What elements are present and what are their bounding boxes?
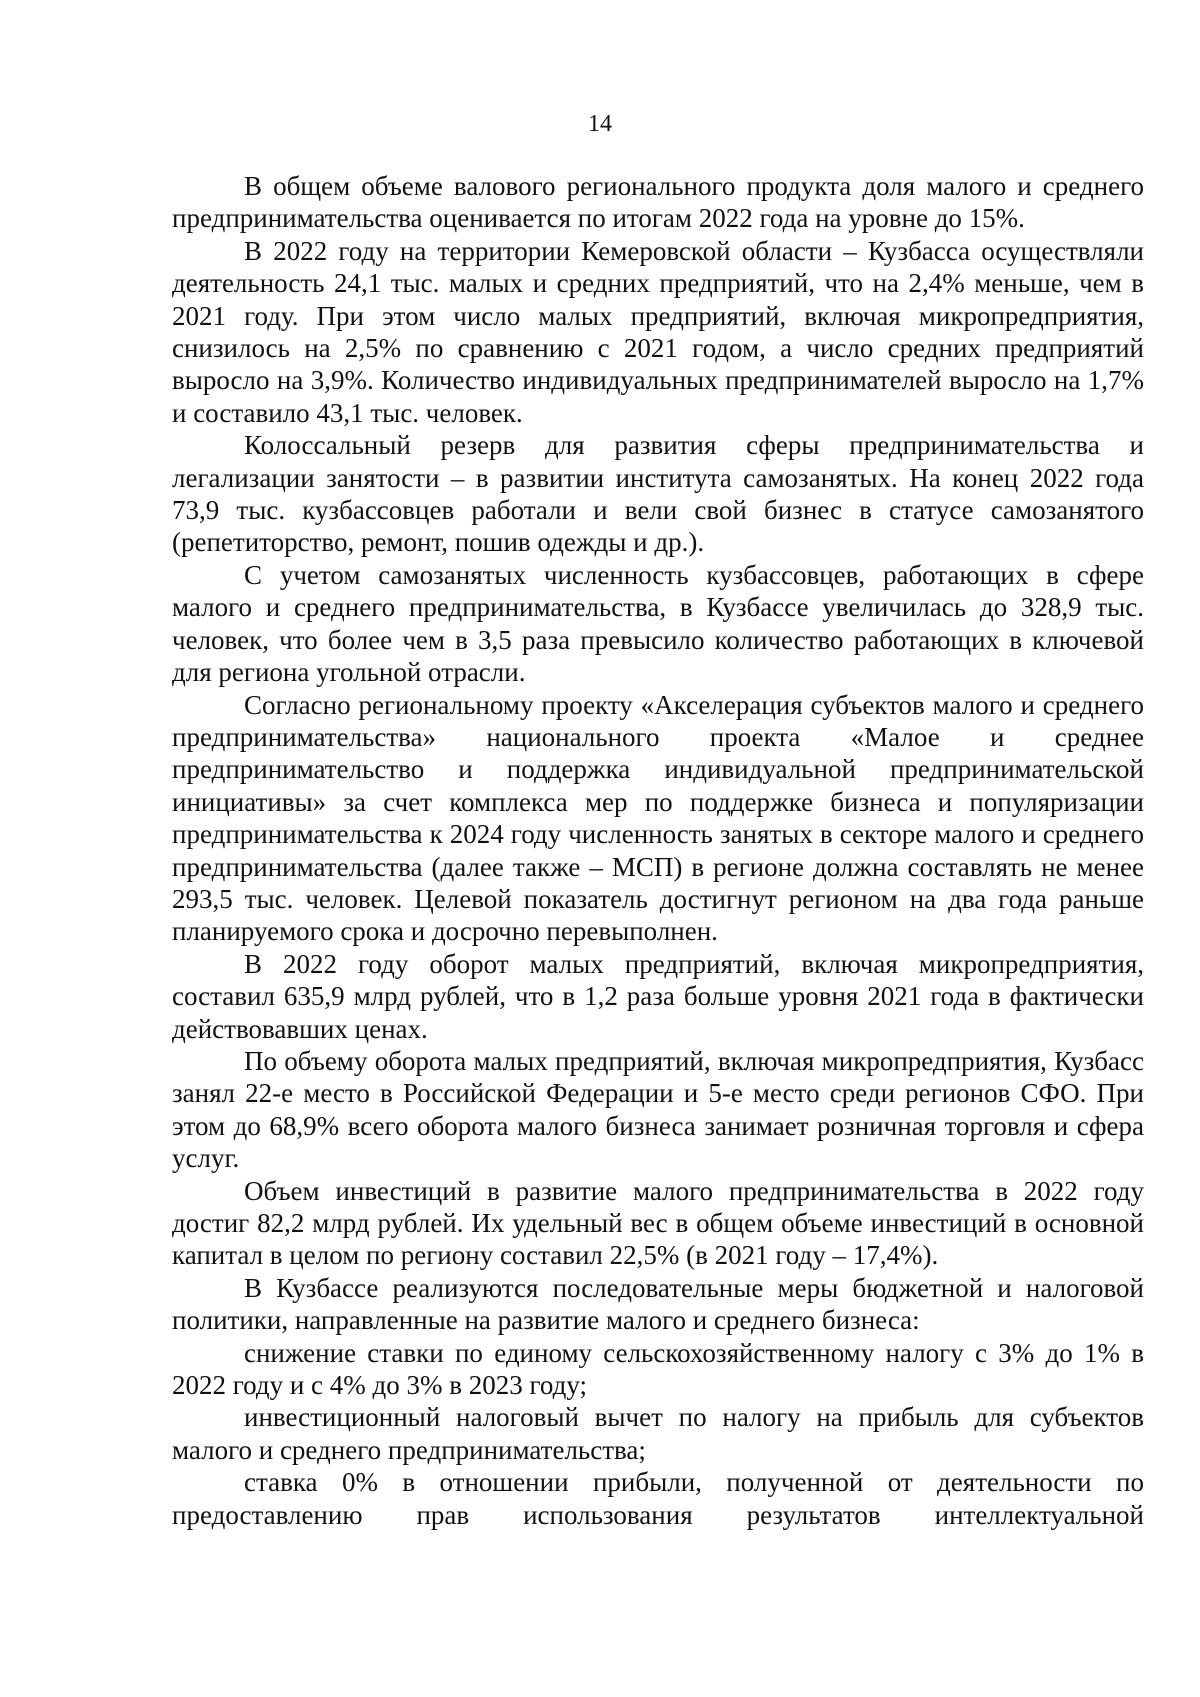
paragraph-policy-measures: В Кузбассе реализуются последовательные меры бюджетной и налоговой политики, направленные на развитие малого и среднего бизнеса: (172, 1272, 1144, 1336)
list-item-esn-rate: снижение ставки по единому сельскохозяйственному налогу с 3% до 1% в 2022 году и с 4% до 3% в 2023 году; (172, 1337, 1144, 1401)
page-number: 14 (588, 111, 612, 137)
paragraph-turnover: В 2022 году оборот малых предприятий, включая микропредприятия, составил 635,9 млрд рублей, что в 1,2 раза больше уровня 2021 года в фактически действовавших ценах. (172, 948, 1144, 1044)
list-item-zero-rate: ставка 0% в отношении прибыли, полученной от деятельности по предоставлению прав использования результатов интеллектуальной (172, 1467, 1144, 1530)
paragraph-self-employed: Колоссальный резерв для развития сферы предпринимательства и легализации занятости – в развитии института самозанятых. На конец 2022 года 73,9 тыс. кузбассовцев работали и вели свой бизнес в статусе самозанятого (репетиторство, ремонт, пошив одежды и др.). (172, 430, 1144, 558)
paragraph-turnover-rank: По объему оборота малых предприятий, включая микропредприятия, Кузбасс занял 22-е место в Российской Федерации и 5-е место среди регионов СФО. При этом до 68,9% всего оборота малого бизнеса занимает розничная торговля и сфера услуг. (172, 1045, 1144, 1174)
paragraph-regional-project: Согласно региональному проекту «Акселерация субъектов малого и среднего предпринимательства» национального проекта «Малое и среднее предпринимательство и поддержка индивидуальной предпринимательской инициативы» за счет комплекса мер по поддержке бизнеса и популяризации предпринимательства к 2024 году численность занятых в секторе малого и среднего предпринимательства (далее также – МСП) в регионе должна составлять не менее 293,5 тыс. человек. Целевой показатель достигнут регионом на два года раньше планируемого срока и досрочно перевыполнен. (172, 689, 1144, 947)
paragraph-employment-total: С учетом самозанятых численность кузбассовцев, работающих в сфере малого и среднего предпринимательства, в Кузбассе увеличилась до 328,9 тыс. человек, что более чем в 3,5 раза превысило количество работающих в ключевой для региона угольной отрасли. (172, 559, 1144, 688)
paragraph-msp-share-grp: В общем объеме валового регионального продукта доля малого и среднего предпринимательства оценивается по итогам 2022 года на уровне до 15%. (172, 171, 1144, 234)
paragraph-enterprises-count: В 2022 году на территории Кемеровской области – Кузбасса осуществляли деятельность 24,1 тыс. малых и средних предприятий, что на 2,4% меньше, чем в 2021 году. При этом число малых предприятий, включая микропредприятия, снизилось на 2,5% по сравнению с 2021 годом, а число средних предприятий выросло на 3,9%. Количество индивидуальных предпринимателей выросло на 1,7% и составило 43,1 тыс. человек. (172, 235, 1144, 428)
document-body (172, 170, 1144, 1531)
list-item-investment-deduction: инвестиционный налоговый вычет по налогу на прибыль для субъектов малого и среднего предпринимательства; (172, 1402, 1144, 1465)
paragraph-investments: Объем инвестиций в развитие малого предпринимательства в 2022 году достиг 82,2 млрд рублей. Их удельный вес в общем объеме инвестиций в основной капитал в целом по региону составил 22,5% (в 2021 году – 17,4%). (172, 1175, 1144, 1271)
